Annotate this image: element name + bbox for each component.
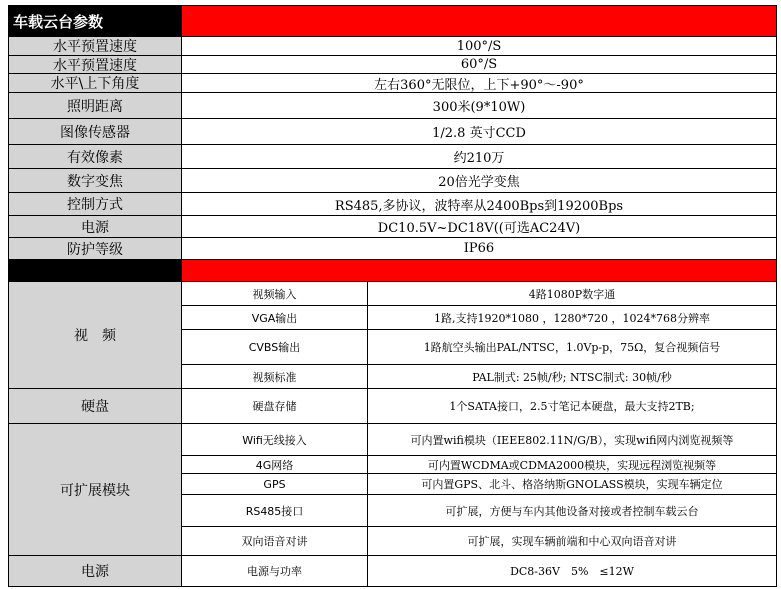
spec-row [8,145,777,169]
spec-row [8,93,777,119]
spec-row [8,169,777,193]
sub-row [182,556,777,587]
sub-item-name: Wifi无线接入 [182,424,368,456]
spec-row [8,119,777,145]
spec-label: 水平预置速度 [8,56,182,74]
sub-item-name: 硬盘存储 [182,389,368,424]
header-red-band [182,260,777,282]
group-label-modules: 可扩展模块 [8,424,182,556]
section-title: 车载云台参数 [8,6,182,37]
sub-row [182,456,777,474]
spec-label: 控制方式 [8,193,182,216]
sub-item-name: 视频标准 [182,365,368,389]
spec-value: 左右360°无限位，上下+90°～-90° [182,74,777,93]
sub-row [182,330,777,365]
spec-row [8,37,777,56]
spec-label: 水平预置速度 [8,37,182,56]
sub-item-name: VGA输出 [182,306,368,330]
sub-row [182,389,777,424]
spec-row [8,216,777,238]
sub-item-name: RS485接口 [182,495,368,527]
spec-label: 照明距离 [8,93,182,119]
header-red-band [182,6,777,37]
sub-item-name: CVBS输出 [182,330,368,365]
sub-item-value: 可内置wifi模块（IEEE802.11N/G/B），实现wifi网内浏览视频等 [368,424,777,456]
sub-item-value: DC8-36V 5% ≤12W [368,556,777,587]
spec-value: 100°/S [182,37,777,56]
spec-value: DC10.5V~DC18V((可选AC24V) [182,216,777,238]
spec-label: 电源 [8,216,182,238]
spec-value: 60°/S [182,56,777,74]
group-label-disk: 硬盘 [8,389,182,424]
spec-label: 有效像素 [8,145,182,169]
section-header [8,5,777,37]
sub-row [182,306,777,330]
sub-item-name: 电源与功率 [182,556,368,587]
sub-item-value: 可内置WCDMA或CDMA2000模块，实现远程浏览视频等 [368,456,777,474]
spec-value: 1/2.8 英寸CCD [182,119,777,145]
section2-title-band [8,260,182,282]
spec-row [8,56,777,74]
sub-item-name: 视频输入 [182,282,368,306]
sub-item-value: 1路航空头输出PAL/NTSC，1.0Vp-p，75Ω，复合视频信号 [368,330,777,365]
sub-item-name: 双向语音对讲 [182,527,368,556]
spec-row [8,74,777,93]
group-label-power: 电源 [8,556,182,587]
spec-label: 防护等级 [8,238,182,260]
sub-item-name: 4G网络 [182,456,368,474]
spec-value: RS485,多协议，波特率从2400Bps到19200Bps [182,193,777,216]
spec-row [8,238,777,260]
sub-item-value: 可扩展，方便与车内其他设备对接或者控制车载云台 [368,495,777,527]
spec-row [8,193,777,216]
spec-label: 图像传感器 [8,119,182,145]
group-label-video: 视 频 [8,282,182,389]
sub-row [182,527,777,556]
spec-value: IP66 [182,238,777,260]
sub-item-value: 可内置GPS、北斗、格洛纳斯GNOLASS模块，实现车辆定位 [368,474,777,495]
sub-item-value: 可扩展，实现车辆前端和中心双向语音对讲 [368,527,777,556]
sub-row [182,282,777,306]
sub-item-name: GPS [182,474,368,495]
sub-item-value: 4路1080P数字通 [368,282,777,306]
sub-row [182,365,777,389]
sub-item-value: 1路,支持1920*1080 ，1280*720 ，1024*768分辨率 [368,306,777,330]
sub-item-value: 1个SATA接口，2.5寸笔记本硬盘，最大支持2TB; [368,389,777,424]
spec-label: 水平\上下角度 [8,74,182,93]
spec-value: 约210万 [182,145,777,169]
section2-header [8,260,777,282]
spec-label: 数字变焦 [8,169,182,193]
sub-row [182,424,777,456]
spec-value: 20倍光学变焦 [182,169,777,193]
sub-row [182,474,777,495]
sub-row [182,495,777,527]
sub-item-value: PAL制式: 25帧/秒; NTSC制式: 30帧/秒 [368,365,777,389]
spec-value: 300米(9*10W) [182,93,777,119]
